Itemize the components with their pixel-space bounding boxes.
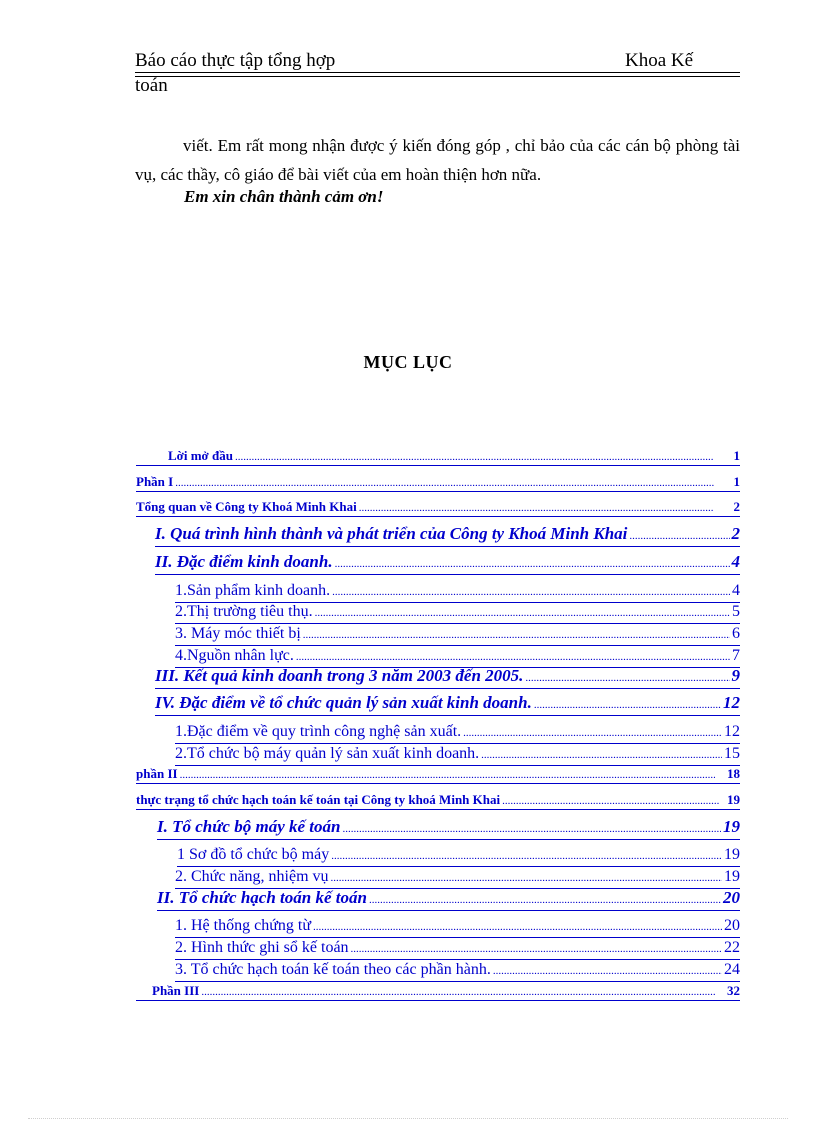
toc-leader-dots	[313, 918, 722, 937]
page-bottom-border	[28, 1118, 788, 1119]
toc-leader-dots	[332, 583, 730, 602]
toc-entry-page: 12	[723, 693, 740, 712]
toc-leader-dots	[629, 526, 729, 546]
toc-entry-text: I. Tổ chức bộ máy kế toán	[157, 817, 341, 836]
toc-entry-text: 3. Tổ chức hạch toán kế toán theo các phần hành.	[175, 961, 491, 978]
toc-entry-text: IV. Đặc điểm về tổ chức quản lý sản xuất kinh doanh.	[155, 693, 532, 712]
toc-entry-text: I. Quá trình hình thành và phát triển của Công ty Khoá Minh Khai	[155, 524, 628, 543]
toc-leader-dots	[493, 962, 722, 981]
toc-entry-page: 19	[724, 846, 740, 863]
toc-entry-page: 20	[724, 917, 740, 934]
toc-entry[interactable]	[175, 646, 740, 668]
toc-entry-page: 1	[733, 474, 740, 489]
header-rule-bottom	[135, 76, 740, 77]
paragraph-first-word: viết.	[183, 136, 213, 155]
toc-entry-text: Lời mở đầu	[168, 448, 233, 463]
toc-entry[interactable]	[175, 602, 740, 624]
toc-entry[interactable]	[136, 792, 740, 810]
toc-entry-text: 1. Hệ thống chứng từ	[175, 917, 311, 934]
toc-entry-text: Tổng quan về Công ty Khoá Minh Khai	[136, 499, 357, 514]
header-department: Khoa Kế	[625, 50, 694, 71]
toc-leader-dots	[359, 500, 714, 516]
header-department-wrap: toán	[135, 75, 168, 96]
thanks-line: Em xin chân thành cảm ơn!	[184, 187, 384, 206]
header-rule-top	[135, 72, 740, 73]
toc-entry-text: 1.Đặc điểm về quy trình công nghệ sản xuất.	[175, 723, 462, 740]
toc-leader-dots	[351, 940, 722, 959]
toc-entry-text: II. Đặc điểm kinh doanh.	[155, 552, 333, 571]
toc-entry-text: III. Kết quả kinh doanh trong 3 năm 2003 đến 2005.	[155, 666, 524, 685]
toc-entry-page: 19	[727, 792, 740, 807]
toc-entry-page: 24	[724, 961, 740, 978]
toc-leader-dots	[481, 746, 722, 765]
toc-leader-dots	[335, 554, 730, 574]
toc-entry-text: 3. Máy móc thiết bị	[175, 625, 301, 642]
toc-leader-dots	[303, 626, 730, 645]
toc-leader-dots	[369, 890, 721, 910]
toc-leader-dots	[502, 793, 719, 809]
toc-entry-page: 19	[723, 817, 740, 836]
toc-entry[interactable]	[136, 983, 740, 1001]
header-title: Báo cáo thực tập tổng hợp	[135, 50, 336, 71]
toc-entry-page: 15	[724, 745, 740, 762]
toc-entry[interactable]	[155, 666, 740, 689]
toc-leader-dots	[296, 648, 730, 667]
toc-entry[interactable]	[177, 845, 740, 867]
toc-entry-text: 1 Sơ đồ tổ chức bộ máy	[177, 846, 330, 863]
toc-leader-dots	[315, 604, 730, 623]
toc-entry[interactable]	[175, 867, 740, 889]
toc-entry[interactable]	[175, 916, 740, 938]
toc-entry-text: II. Tổ chức hạch toán kế toán	[157, 888, 367, 907]
toc-entry-page: 19	[724, 868, 740, 885]
toc-leader-dots	[331, 847, 722, 866]
toc-leader-dots	[175, 475, 713, 491]
toc-leader-dots	[525, 668, 729, 688]
toc-entry-page: 1	[733, 448, 740, 463]
toc-entry[interactable]	[175, 624, 740, 646]
toc-entry[interactable]	[136, 474, 740, 492]
toc-entry-page: 22	[724, 939, 740, 956]
toc-entry-page: 2	[731, 524, 740, 543]
toc-entry-text: 2.Tổ chức bộ máy quản lý sản xuất kinh doanh.	[175, 745, 480, 762]
toc-entry-page: 4	[732, 582, 740, 599]
toc-entry[interactable]	[175, 960, 740, 982]
toc-entry-page: 9	[731, 666, 740, 685]
toc-entry-page: 20	[723, 888, 740, 907]
toc-entry-text: 2. Chức năng, nhiệm vụ	[175, 868, 329, 885]
toc-leader-dots	[235, 449, 714, 465]
toc-entry[interactable]	[157, 888, 740, 911]
toc-entry-text: thực trạng tổ chức hạch toán kế toán tại Công ty khoá Minh Khai	[136, 792, 501, 807]
toc-entry[interactable]	[136, 499, 740, 517]
toc-entry-text: 4.Nguồn nhân lực.	[175, 647, 294, 664]
toc-leader-dots	[331, 869, 722, 888]
toc-entry-text: Phần III	[152, 983, 200, 998]
toc-entry[interactable]	[155, 552, 740, 575]
toc-entry[interactable]	[155, 693, 740, 716]
toc-leader-dots	[534, 695, 721, 715]
closing-paragraph	[135, 131, 740, 189]
toc-entry[interactable]	[155, 524, 740, 547]
toc-entry-page: 4	[731, 552, 740, 571]
toc-title: MỤC LỤC	[363, 352, 453, 372]
toc-entry-page: 18	[727, 766, 740, 781]
toc-entry[interactable]	[175, 722, 740, 744]
toc-entry[interactable]	[136, 448, 740, 466]
toc-leader-dots	[342, 819, 721, 839]
toc-entry-page: 6	[732, 625, 740, 642]
toc-leader-dots	[201, 984, 715, 1000]
toc-entry-text: 2.Thị trường tiêu thụ.	[175, 603, 313, 620]
toc-entry[interactable]	[175, 744, 740, 766]
toc-entry[interactable]	[157, 817, 740, 840]
toc-leader-dots	[463, 724, 722, 743]
toc-entry-text: 2. Hình thức ghi sổ kế toán	[175, 939, 349, 956]
toc-entry[interactable]	[175, 938, 740, 960]
toc-entry-page: 5	[732, 603, 740, 620]
toc-entry-page: 7	[732, 647, 740, 664]
toc-entry[interactable]	[136, 766, 740, 784]
toc-entry-page: 12	[724, 723, 740, 740]
paragraph-text: Em rất mong nhận được ý kiến đóng góp , chỉ bảo của các cán bộ phòng tài vụ, các thầy, cô giáo để bài viết của em hoàn thiện hơn nữa.	[135, 136, 740, 184]
toc-entry[interactable]	[175, 581, 740, 603]
toc-entry-page: 2	[733, 499, 740, 514]
toc-leader-dots	[180, 767, 715, 783]
toc-entry-text: phần II	[136, 766, 178, 781]
toc-entry-page: 32	[727, 983, 740, 998]
toc-entry-text: Phần I	[136, 474, 174, 489]
toc-entry-text: 1.Sản phẩm kinh doanh.	[175, 582, 331, 599]
